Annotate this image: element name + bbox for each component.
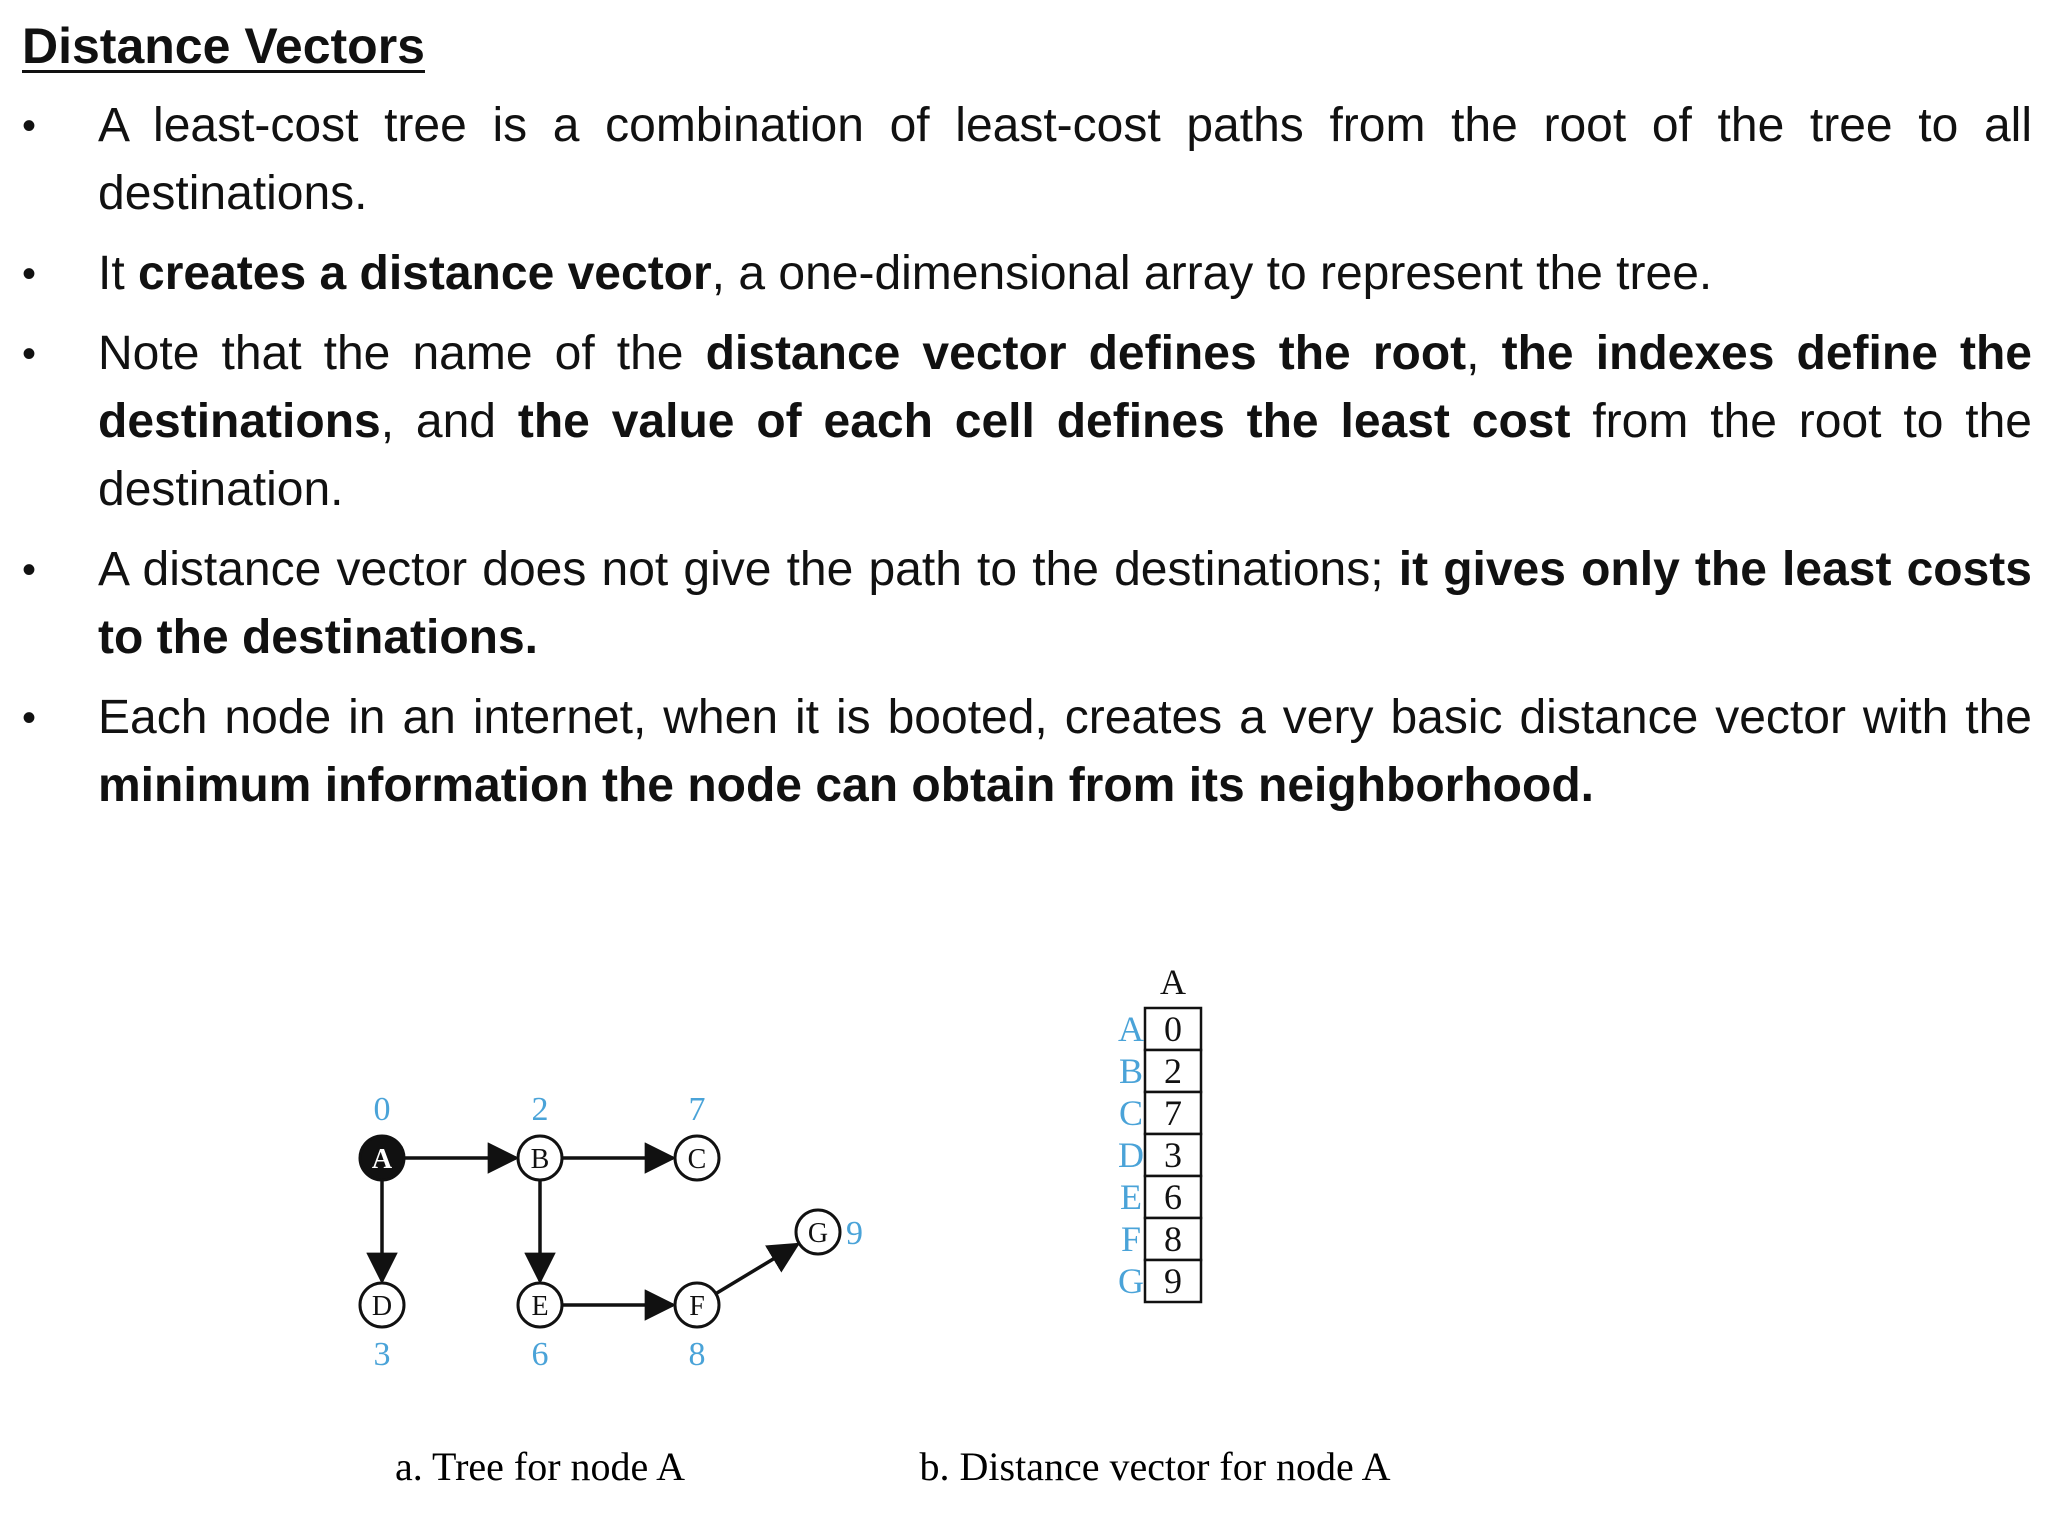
bullet-text: , a one-dimensional array to represent the tree. (711, 247, 1713, 300)
vector-row (1121, 1218, 1201, 1260)
bullet-dot-icon: • (22, 104, 37, 148)
tree-node-label: C (687, 1144, 707, 1175)
tree-node-f (675, 1283, 719, 1373)
vector-row (1118, 1134, 1201, 1176)
slide-title: Distance Vectors (22, 18, 425, 74)
vector-value: 9 (1164, 1261, 1182, 1301)
tree-node-label: D (371, 1291, 393, 1322)
vector-value: 3 (1164, 1135, 1182, 1175)
vector-row (1118, 1008, 1201, 1050)
vector-index: D (1118, 1135, 1144, 1175)
bullet-dot-icon: • (22, 252, 37, 296)
figure-area (0, 900, 2048, 1536)
bullet-text: Each node in an internet, when it is booted, creates a very basic distance vector with the (98, 691, 2032, 744)
tree-node-cost: 9 (846, 1215, 863, 1252)
bullet-bold-text: creates a distance vector (138, 247, 712, 300)
vector-row (1119, 1050, 1201, 1092)
distance-vector-table (1118, 962, 1201, 1302)
vector-value: 7 (1164, 1093, 1182, 1133)
bullet-item (0, 92, 2048, 228)
vector-index: F (1120, 1219, 1142, 1259)
figure-svg (0, 900, 2048, 1536)
vector-value: 2 (1164, 1051, 1182, 1091)
tree-node-label: G (807, 1218, 829, 1249)
bullet-dot-icon: • (22, 332, 37, 376)
tree-node-d (360, 1283, 404, 1373)
tree-node-label: A (371, 1144, 393, 1175)
tree-node-cost: 2 (531, 1091, 549, 1128)
vector-index: E (1120, 1177, 1142, 1217)
bullet-dot-icon: • (22, 696, 37, 740)
tree-node-label: F (689, 1291, 705, 1322)
bullet-bold-text: it gives only the least costs to the destinations. (98, 543, 2032, 664)
tree-node-g (796, 1210, 863, 1254)
bullet-text: , (1466, 327, 1502, 380)
vector-value: 6 (1164, 1177, 1182, 1217)
bullet-item (0, 536, 2048, 672)
bullet-item (0, 240, 2048, 308)
tree-node-label: E (531, 1291, 549, 1322)
bullet-bold-text: the indexes define the destinations (98, 327, 2032, 448)
vector-row (1120, 1176, 1201, 1218)
tree-edge-f-g (716, 1244, 798, 1293)
vector-header: A (1160, 962, 1186, 1002)
bullet-text: A least-cost tree is a combination of least-cost paths from the root of the tree to all destinations. (98, 99, 2032, 220)
vector-value: 8 (1164, 1219, 1182, 1259)
tree-node-cost: 6 (531, 1336, 549, 1373)
bullet-list (0, 92, 2048, 832)
tree-node-b (518, 1091, 562, 1180)
vector-index: C (1118, 1093, 1144, 1133)
bullet-text: Note that the name of the (98, 327, 706, 380)
tree-caption: a. Tree for node A (395, 1444, 685, 1489)
bullet-text: A distance vector does not give the path to the destinations; (98, 543, 1399, 596)
vector-index: B (1118, 1051, 1144, 1091)
bullet-text: from the root to the destination. (98, 395, 2032, 516)
bullet-item (0, 684, 2048, 820)
bullet-bold-text: minimum information the node can obtain from its neighborhood. (98, 759, 1594, 812)
bullet-text: It (98, 247, 139, 300)
tree-node-e (518, 1283, 562, 1373)
vector-row (1119, 1092, 1201, 1134)
vector-index: A (1118, 1009, 1144, 1049)
tree-node-c (675, 1091, 719, 1180)
bullet-item (0, 320, 2048, 524)
tree-node-label: B (530, 1144, 550, 1175)
vector-index: G (1118, 1261, 1144, 1301)
vector-row (1118, 1260, 1201, 1302)
tree-node-cost: 8 (688, 1336, 706, 1373)
tree-node-cost: 3 (373, 1336, 391, 1373)
bullet-bold-text: the value of each cell defines the least cost (517, 395, 1571, 448)
tree-node-cost: 0 (373, 1091, 391, 1128)
bullet-dot-icon: • (22, 548, 37, 592)
vector-value: 0 (1164, 1009, 1182, 1049)
bullet-bold-text: distance vector defines the root (705, 327, 1467, 380)
tree-diagram (360, 1091, 863, 1373)
tree-node-cost: 7 (688, 1091, 706, 1128)
tree-node-a (360, 1091, 404, 1180)
bullet-text: , and (380, 395, 518, 448)
vector-caption: b. Distance vector for node A (919, 1444, 1391, 1489)
